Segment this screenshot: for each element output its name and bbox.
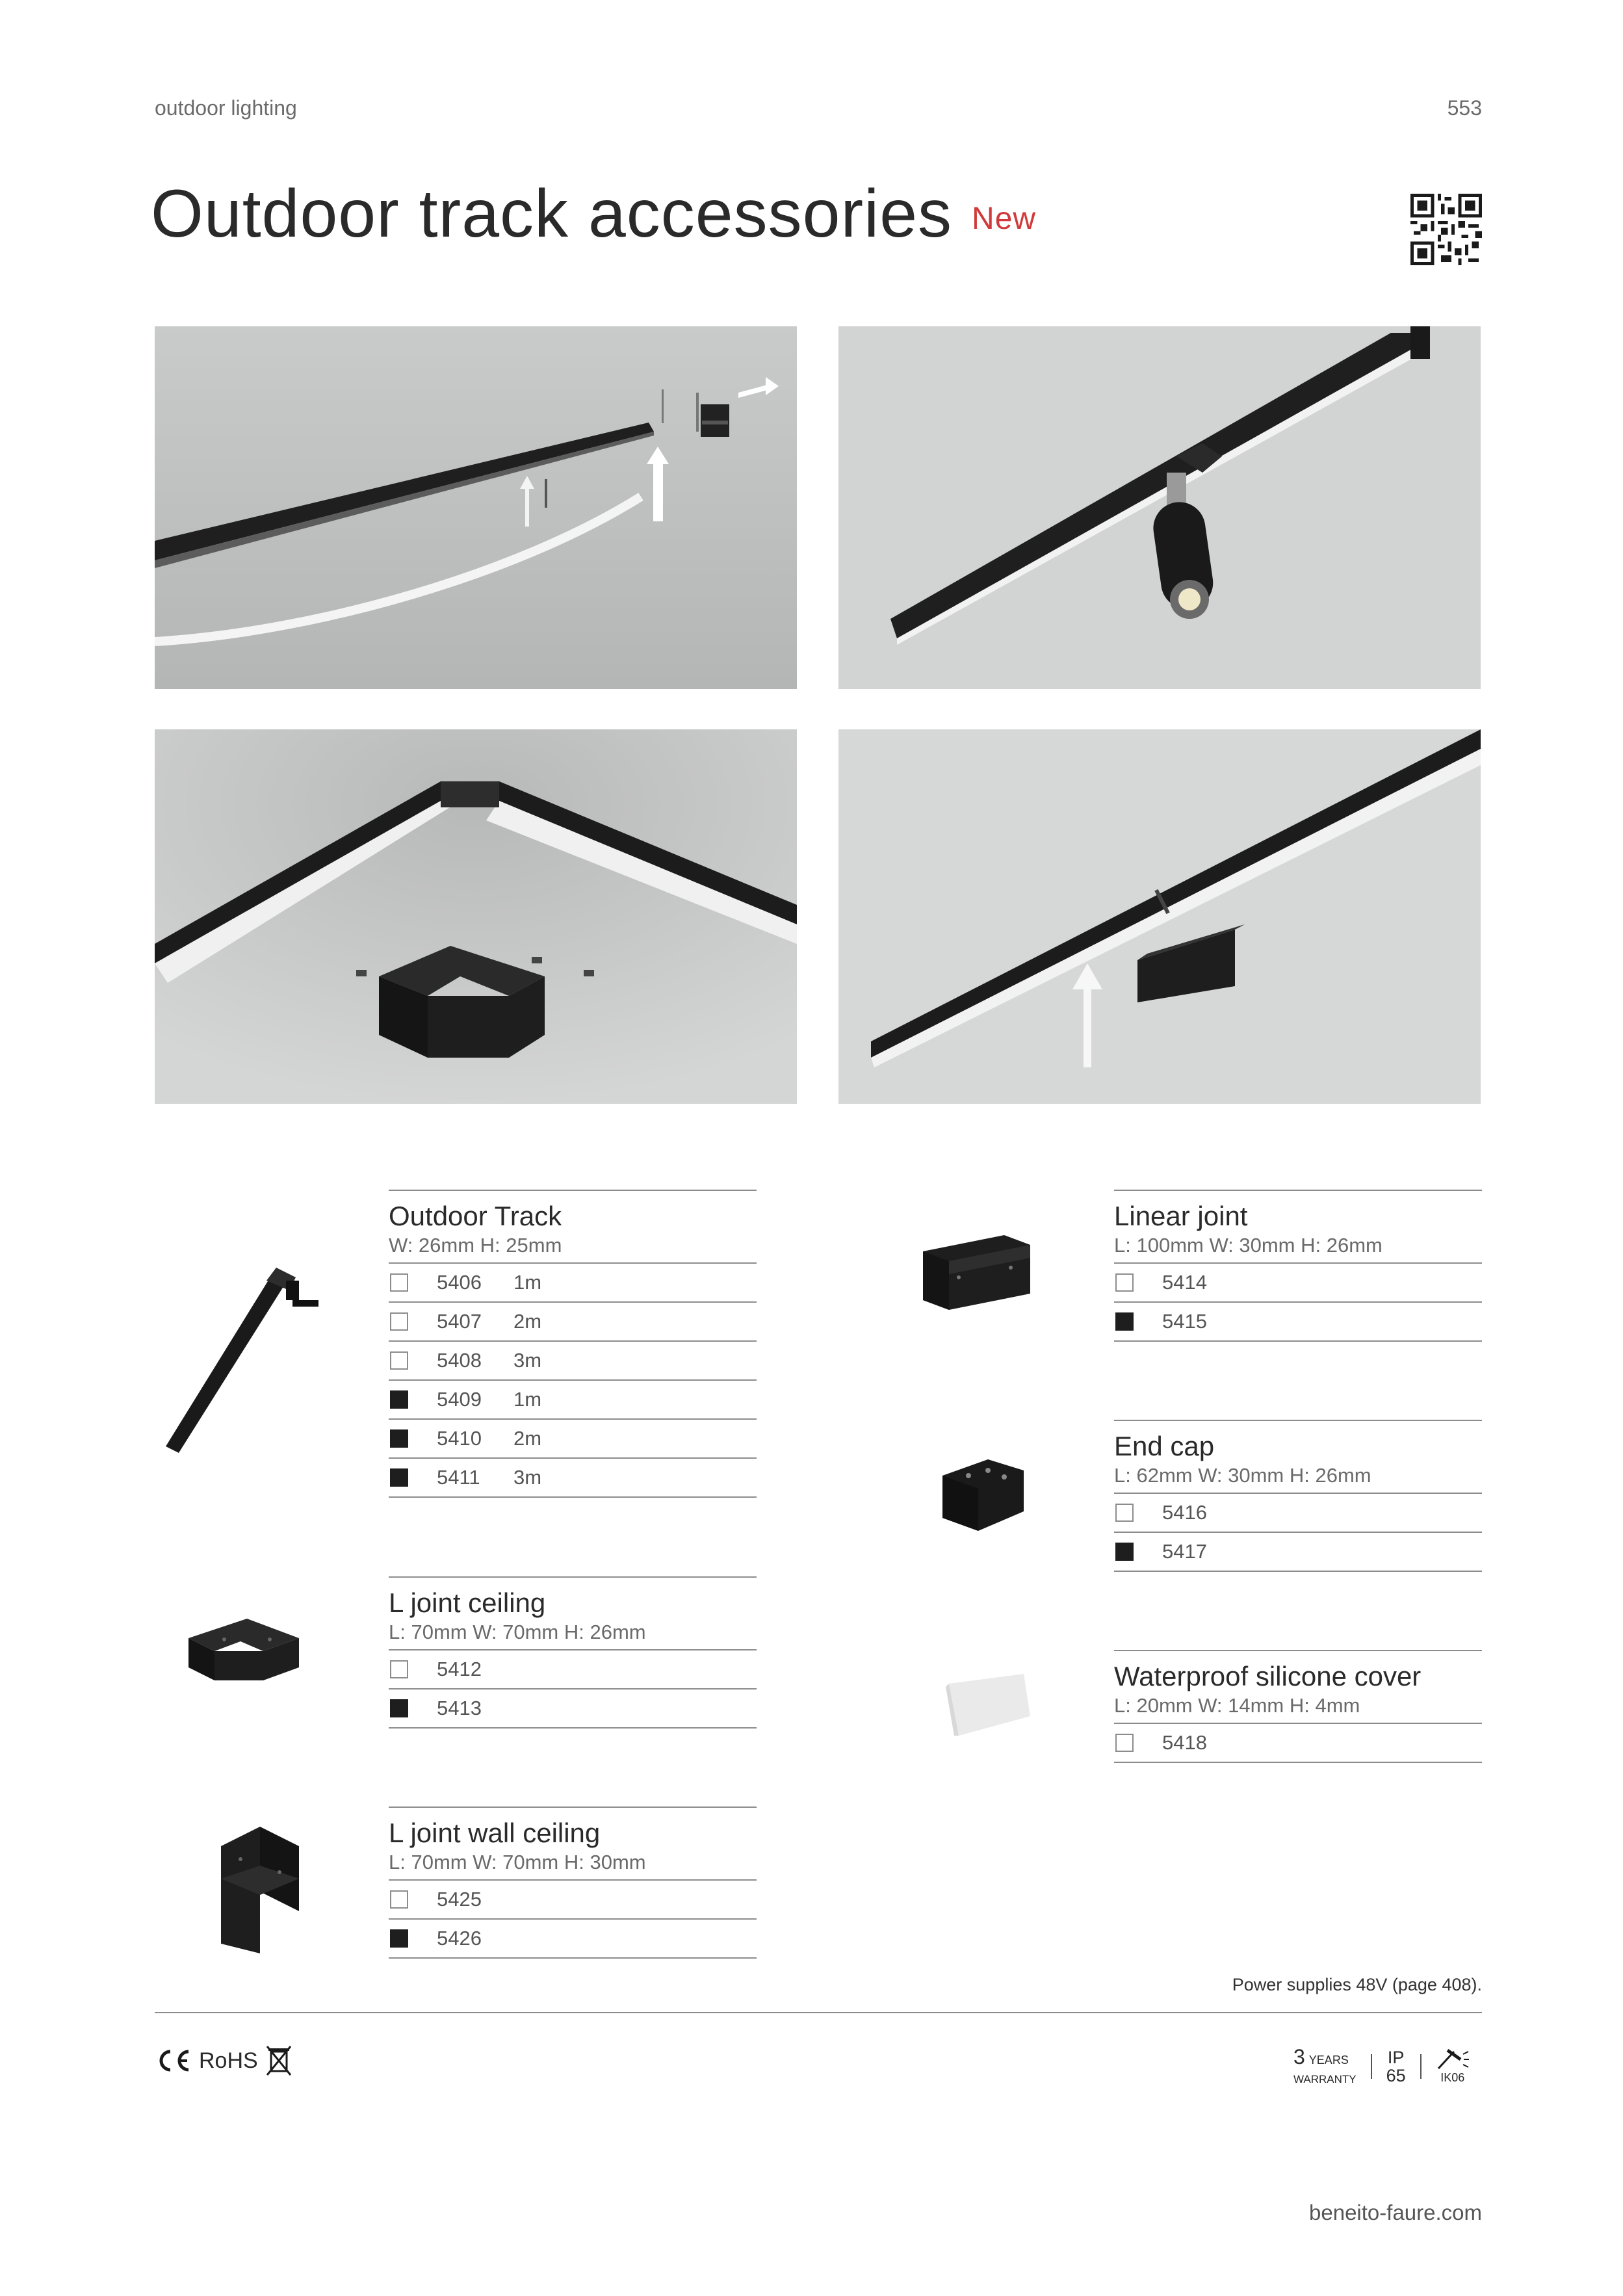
product-top-rule: [389, 1807, 757, 1808]
variant-row: [1114, 1532, 1482, 1572]
hammer-icon: [1436, 2048, 1470, 2070]
variant-row: [389, 1340, 757, 1379]
variant-code: 5409: [437, 1388, 482, 1411]
ip-value: 65: [1386, 2065, 1406, 2085]
photo-l-joint-ceiling: [155, 729, 797, 1104]
product-name: Linear joint: [1114, 1201, 1248, 1231]
variant-row: [389, 1457, 757, 1498]
variant-row: [389, 1301, 757, 1340]
page-title: [151, 176, 1036, 253]
variant-code: 5415: [1162, 1310, 1207, 1333]
variant-length: 1m: [513, 1388, 542, 1411]
white-finish-swatch: [390, 1890, 408, 1909]
product-top-rule: [389, 1190, 757, 1191]
variant-row: [389, 1418, 757, 1457]
variant-code: 5416: [1162, 1501, 1207, 1524]
white-finish-swatch: [390, 1312, 408, 1331]
black-finish-swatch: [390, 1468, 408, 1487]
outdoor-track-image: [162, 1261, 338, 1456]
crossed-bin-icon: [265, 2044, 293, 2078]
product-dimensions: L: 20mm W: 14mm H: 4mm: [1114, 1694, 1360, 1717]
certifications: [155, 2044, 293, 2078]
warranty-unit: YEARS: [1308, 2054, 1349, 2067]
photo-curved-track-installation: [155, 326, 797, 689]
variant-row: [1114, 1723, 1482, 1763]
product-linear-joint: [1114, 1190, 1482, 1342]
product-l-joint-wall-ceiling: [389, 1807, 757, 1959]
page-title-text: Outdoor track accessories: [151, 176, 953, 252]
warranty-separator: [1371, 2054, 1372, 2079]
product-outdoor-track: [389, 1190, 757, 1498]
rohs-label: RoHS: [199, 2048, 258, 2073]
black-finish-swatch: [390, 1929, 408, 1948]
ip-separator: [1420, 2054, 1422, 2079]
product-name: L joint wall ceiling: [389, 1818, 601, 1848]
photo-linear-joint: [838, 729, 1481, 1104]
product-dimensions: L: 100mm W: 30mm H: 26mm: [1114, 1234, 1383, 1257]
variant-row: [389, 1262, 757, 1301]
l-joint-ceiling-image: [185, 1612, 302, 1690]
variant-code: 5410: [437, 1427, 482, 1450]
power-supply-note: Power supplies 48V (page 408).: [1232, 1975, 1482, 1994]
black-finish-swatch: [1115, 1543, 1134, 1561]
variant-code: 5425: [437, 1888, 482, 1911]
variant-code: 5413: [437, 1697, 482, 1719]
variant-row: [1114, 1493, 1482, 1532]
variant-code: 5417: [1162, 1540, 1207, 1563]
warranty-info: [1293, 2046, 1470, 2086]
black-finish-swatch: [390, 1429, 408, 1448]
variant-length: 3m: [513, 1466, 542, 1489]
variant-length: 1m: [513, 1271, 542, 1294]
ik-rating: [1436, 2048, 1470, 2085]
product-dimensions: L: 70mm W: 70mm H: 26mm: [389, 1621, 646, 1643]
photo-track-spotlight: [838, 326, 1481, 689]
page-number: 553: [1447, 96, 1482, 120]
black-finish-swatch: [390, 1390, 408, 1409]
white-finish-swatch: [390, 1351, 408, 1370]
end-cap-image: [939, 1456, 1027, 1534]
white-finish-swatch: [1115, 1273, 1134, 1292]
variant-code: 5414: [1162, 1271, 1207, 1294]
product-dimensions: W: 26mm H: 25mm: [389, 1234, 562, 1257]
variant-row: [1114, 1262, 1482, 1301]
variant-length: 3m: [513, 1349, 542, 1372]
product-top-rule: [1114, 1650, 1482, 1651]
product-name: L joint ceiling: [389, 1587, 546, 1618]
white-finish-swatch: [1115, 1734, 1134, 1752]
new-badge: New: [972, 202, 1037, 236]
variant-code: 5407: [437, 1310, 482, 1333]
black-finish-swatch: [390, 1699, 408, 1717]
variant-code: 5408: [437, 1349, 482, 1372]
website-link[interactable]: beneito-faure.com: [1309, 2200, 1482, 2224]
product-silicone-cover: [1114, 1650, 1482, 1763]
silicone-cover-image: [942, 1671, 1033, 1742]
variant-code: 5406: [437, 1271, 482, 1294]
variant-code: 5411: [437, 1466, 480, 1489]
warranty-label: WARRANTY: [1293, 2073, 1357, 2085]
section-label: outdoor lighting: [155, 96, 297, 120]
variant-row: [389, 1379, 757, 1418]
product-name: Outdoor Track: [389, 1201, 562, 1231]
product-top-rule: [1114, 1420, 1482, 1421]
variant-code: 5418: [1162, 1731, 1207, 1754]
qr-code-icon[interactable]: [1410, 194, 1482, 265]
white-finish-swatch: [1115, 1504, 1134, 1522]
product-dimensions: L: 62mm W: 30mm H: 26mm: [1114, 1464, 1371, 1487]
warranty-years: 3: [1293, 2045, 1305, 2068]
product-l-joint-ceiling: [389, 1576, 757, 1729]
l-joint-wall-ceiling-image: [214, 1814, 305, 1953]
product-name: Waterproof silicone cover: [1114, 1661, 1422, 1691]
linear-joint-image: [920, 1232, 1033, 1310]
variant-length: 2m: [513, 1310, 542, 1333]
variant-length: 2m: [513, 1427, 542, 1450]
warranty-badge: [1293, 2046, 1357, 2086]
footer-divider: [155, 2012, 1482, 2013]
black-finish-swatch: [1115, 1312, 1134, 1331]
ip-rating: [1386, 2048, 1406, 2085]
variant-code: 5426: [437, 1927, 482, 1950]
product-top-rule: [389, 1576, 757, 1578]
ip-label: IP: [1387, 2047, 1405, 2067]
product-end-cap: [1114, 1420, 1482, 1572]
product-name: End cap: [1114, 1431, 1215, 1461]
variant-code: 5412: [437, 1658, 482, 1680]
white-finish-swatch: [390, 1273, 408, 1292]
variant-row: [389, 1918, 757, 1959]
ik-value: IK06: [1440, 2071, 1465, 2084]
product-top-rule: [1114, 1190, 1482, 1191]
variant-row: [389, 1688, 757, 1729]
white-finish-swatch: [390, 1660, 408, 1678]
variant-row: [389, 1879, 757, 1918]
product-dimensions: L: 70mm W: 70mm H: 30mm: [389, 1851, 646, 1873]
variant-row: [389, 1649, 757, 1688]
ce-mark-icon: [155, 2048, 192, 2074]
variant-row: [1114, 1301, 1482, 1342]
